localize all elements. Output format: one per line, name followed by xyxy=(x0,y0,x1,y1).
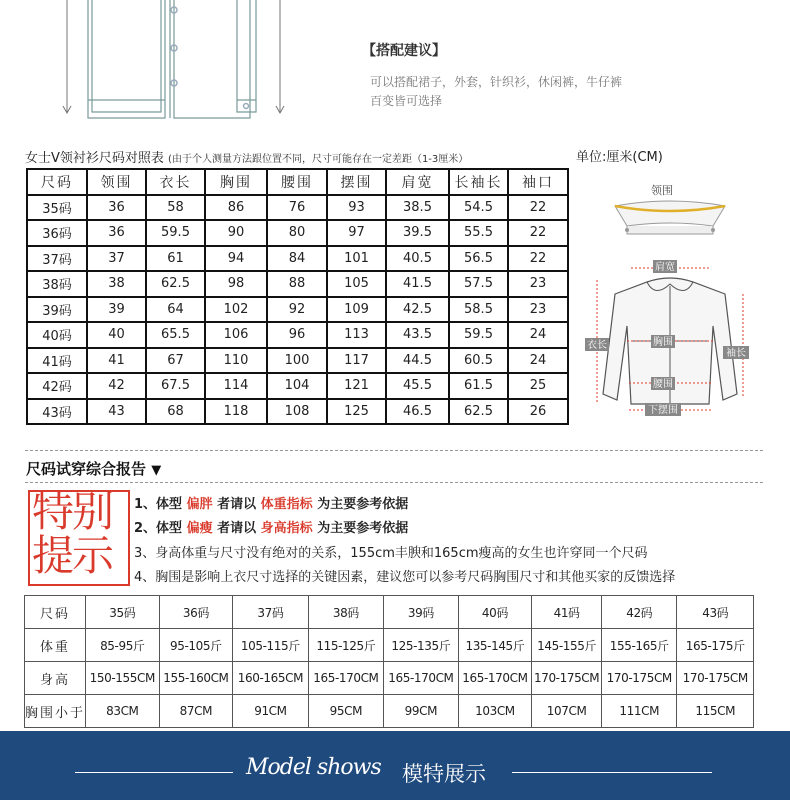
measurement-cell: 58.5 xyxy=(449,297,508,323)
rule-2-d: 身高指标 xyxy=(260,521,313,536)
measurement-cell: 55.5 xyxy=(449,220,508,246)
header-cell: 腰围 xyxy=(267,169,327,195)
measurement-cell: 62.5 xyxy=(146,271,205,297)
measurement-cell: 38 xyxy=(87,271,146,297)
fit-cell: 38码 xyxy=(308,596,383,629)
measurement-cell: 86 xyxy=(205,195,267,221)
measurement-cell: 80 xyxy=(267,220,327,246)
measurement-cell: 102 xyxy=(205,297,267,323)
fit-row-header: 胸围小于 xyxy=(25,695,86,728)
fit-cell: 145-155斤 xyxy=(532,629,602,662)
rule-2-e: 为主要参考依据 xyxy=(312,521,409,536)
fit-cell: 107CM xyxy=(532,695,602,728)
measurement-cell: 114 xyxy=(205,373,267,399)
measurement-cell: 24 xyxy=(508,322,568,348)
rule-1-c: 者请以 xyxy=(212,497,261,512)
fit-cell: 125-135斤 xyxy=(384,629,459,662)
measurement-cell: 41.5 xyxy=(386,271,449,297)
measurement-cell: 39.5 xyxy=(386,220,449,246)
fit-cell: 170-175CM xyxy=(677,662,754,695)
fit-cell: 105-115斤 xyxy=(233,629,308,662)
measurement-cell: 43 xyxy=(87,399,146,425)
rule-1 xyxy=(134,493,408,512)
measurement-cell: 22 xyxy=(508,246,568,272)
fit-cell: 135-145斤 xyxy=(458,629,532,662)
measurement-cell: 113 xyxy=(327,322,386,348)
header-cell: 胸围 xyxy=(205,169,267,195)
diagram-label-collar: 领围 xyxy=(651,184,673,197)
fit-cell: 37码 xyxy=(233,596,308,629)
diagram-label-length: 衣长 xyxy=(587,340,607,351)
measurement-cell: 38.5 xyxy=(386,195,449,221)
measurement-cell: 22 xyxy=(508,220,568,246)
fit-table-row xyxy=(25,695,754,728)
fit-table-row xyxy=(25,596,754,629)
measurement-cell: 76 xyxy=(267,195,327,221)
fit-cell: 165-170CM xyxy=(308,662,383,695)
banner-line-left xyxy=(75,772,233,773)
measurement-cell: 94 xyxy=(205,246,267,272)
measurement-cell: 96 xyxy=(267,322,327,348)
measurement-cell: 42.5 xyxy=(386,297,449,323)
measurement-cell: 39 xyxy=(87,297,146,323)
measurement-cell: 110 xyxy=(205,348,267,374)
measurement-cell: 67 xyxy=(146,348,205,374)
measurement-cell: 65.5 xyxy=(146,322,205,348)
size-cell: 36码 xyxy=(27,220,87,246)
rule-1-a: 1、体型 xyxy=(134,497,187,512)
size-cell: 38码 xyxy=(27,271,87,297)
size-cell: 37码 xyxy=(27,246,87,272)
fit-cell: 155-160CM xyxy=(159,662,233,695)
measurement-cell: 98 xyxy=(205,271,267,297)
fit-row-header: 体重 xyxy=(25,629,86,662)
size-chart-row xyxy=(27,322,568,348)
measurement-cell: 93 xyxy=(327,195,386,221)
measurement-cell: 42 xyxy=(87,373,146,399)
size-chart-row xyxy=(27,399,568,425)
measurement-cell: 61.5 xyxy=(449,373,508,399)
fit-table xyxy=(24,595,754,728)
measurement-cell: 24 xyxy=(508,348,568,374)
diagram-label-sleeve: 袖长 xyxy=(726,348,746,359)
measurement-cell: 22 xyxy=(508,195,568,221)
measurement-cell: 59.5 xyxy=(449,322,508,348)
measurement-cell: 84 xyxy=(267,246,327,272)
rule-2-c: 者请以 xyxy=(212,521,261,536)
garment-measurement-diagram xyxy=(585,176,755,426)
measurement-cell: 41 xyxy=(87,348,146,374)
measurement-cell: 60.5 xyxy=(449,348,508,374)
measurement-cell: 117 xyxy=(327,348,386,374)
fit-cell: 170-175CM xyxy=(602,662,677,695)
size-chart-row xyxy=(27,271,568,297)
measurement-cell: 40.5 xyxy=(386,246,449,272)
measurement-cell: 43.5 xyxy=(386,322,449,348)
measurement-cell: 97 xyxy=(327,220,386,246)
size-chart-title-text: 女士V领衬衫尺码对照表 xyxy=(25,151,164,166)
measurement-cell: 58 xyxy=(146,195,205,221)
measurement-cell: 61 xyxy=(146,246,205,272)
measurement-cell: 44.5 xyxy=(386,348,449,374)
measurement-cell: 46.5 xyxy=(386,399,449,425)
fit-cell: 42码 xyxy=(602,596,677,629)
section-divider-top xyxy=(25,450,763,451)
measurement-cell: 23 xyxy=(508,271,568,297)
measurement-cell: 105 xyxy=(327,271,386,297)
size-chart-title xyxy=(25,147,468,166)
measurement-cell: 88 xyxy=(267,271,327,297)
fit-cell: 165-170CM xyxy=(458,662,532,695)
fit-cell: 91CM xyxy=(233,695,308,728)
fit-cell: 165-175斤 xyxy=(677,629,754,662)
size-chart-row xyxy=(27,220,568,246)
special-notice-text: 特别提示 xyxy=(32,487,113,580)
fit-cell: 83CM xyxy=(86,695,160,728)
measurement-cell: 106 xyxy=(205,322,267,348)
triangle-down-icon: ▼ xyxy=(151,463,162,478)
size-cell: 43码 xyxy=(27,399,87,425)
banner-script-text: Model shows xyxy=(246,755,381,780)
shirt-sketch-top xyxy=(40,0,290,125)
size-chart-body xyxy=(27,195,568,425)
rule-2-a: 2、体型 xyxy=(134,521,187,536)
measurement-cell: 57.5 xyxy=(449,271,508,297)
header-cell: 长袖长 xyxy=(449,169,508,195)
rule-3: 3、身高体重与尺寸没有绝对的关系，155cm丰腴和165cm瘦高的女生也许穿同一个尺码 xyxy=(134,546,648,561)
measurement-cell: 125 xyxy=(327,399,386,425)
fit-cell: 103CM xyxy=(458,695,532,728)
collar-illustration xyxy=(615,183,725,234)
fit-row-header: 身高 xyxy=(25,662,86,695)
fit-cell: 43码 xyxy=(677,596,754,629)
fit-cell: 40码 xyxy=(458,596,532,629)
size-chart-row xyxy=(27,246,568,272)
measurement-cell: 109 xyxy=(327,297,386,323)
rule-4: 4、胸围是影响上衣尺寸选择的关键因素，建议您可以参考尺码胸围尺寸和其他买家的反馈选择 xyxy=(134,570,676,585)
fit-cell: 85-95斤 xyxy=(86,629,160,662)
fit-cell: 160-165CM xyxy=(233,662,308,695)
fit-cell: 95CM xyxy=(308,695,383,728)
size-cell: 39码 xyxy=(27,297,87,323)
size-cell: 42码 xyxy=(27,373,87,399)
measurement-cell: 40 xyxy=(87,322,146,348)
fit-cell: 41码 xyxy=(532,596,602,629)
size-chart-row xyxy=(27,195,568,221)
measurement-cell: 67.5 xyxy=(146,373,205,399)
size-cell: 40码 xyxy=(27,322,87,348)
diagram-label-hem: 下摆围 xyxy=(648,405,678,416)
measurement-cell: 121 xyxy=(327,373,386,399)
fit-cell: 170-175CM xyxy=(532,662,602,695)
diagram-label-shoulder: 肩宽 xyxy=(655,262,675,273)
fit-table-row xyxy=(25,629,754,662)
rule-1-d: 体重指标 xyxy=(260,497,313,512)
size-chart-row xyxy=(27,297,568,323)
size-chart-note: (由于个人测量方法跟位置不同，尺寸可能存在一定差距（1-3厘米） xyxy=(168,154,469,165)
size-chart-unit: 单位:厘米(CM) xyxy=(576,150,663,165)
fit-cell: 95-105斤 xyxy=(159,629,233,662)
measurement-cell: 108 xyxy=(267,399,327,425)
size-chart-row xyxy=(27,348,568,374)
fit-cell: 115-125斤 xyxy=(308,629,383,662)
size-cell: 35码 xyxy=(27,195,87,221)
report-title xyxy=(26,458,161,479)
fit-row-header: 尺码 xyxy=(25,596,86,629)
fit-cell: 150-155CM xyxy=(86,662,160,695)
advice-title: 【搭配建议】 xyxy=(362,43,446,59)
diagram-label-waist: 腰围 xyxy=(653,379,673,390)
banner-line-right xyxy=(512,772,712,773)
header-cell: 领围 xyxy=(87,169,146,195)
measurement-cell: 92 xyxy=(267,297,327,323)
fit-cell: 35码 xyxy=(86,596,160,629)
size-chart-table xyxy=(26,168,569,425)
size-cell: 41码 xyxy=(27,348,87,374)
measurement-cell: 104 xyxy=(267,373,327,399)
fit-cell: 111CM xyxy=(602,695,677,728)
header-cell: 肩宽 xyxy=(386,169,449,195)
header-cell: 摆围 xyxy=(327,169,386,195)
measurement-cell: 26 xyxy=(508,399,568,425)
measurement-cell: 23 xyxy=(508,297,568,323)
size-chart-header-row xyxy=(27,169,568,195)
fit-table-row xyxy=(25,662,754,695)
rule-2 xyxy=(134,517,408,536)
measurement-cell: 45.5 xyxy=(386,373,449,399)
model-show-banner xyxy=(0,731,790,800)
measurement-cell: 59.5 xyxy=(146,220,205,246)
rule-2-b: 偏瘦 xyxy=(186,521,213,536)
measurement-cell: 68 xyxy=(146,399,205,425)
measurement-cell: 62.5 xyxy=(449,399,508,425)
measurement-cell: 36 xyxy=(87,220,146,246)
report-title-text: 尺码试穿综合报告 xyxy=(26,460,147,478)
measurement-cell: 56.5 xyxy=(449,246,508,272)
measurement-cell: 90 xyxy=(205,220,267,246)
header-cell: 尺码 xyxy=(27,169,87,195)
rule-1-b: 偏胖 xyxy=(186,497,213,512)
fit-cell: 87CM xyxy=(159,695,233,728)
fit-cell: 39码 xyxy=(384,596,459,629)
fit-cell: 115CM xyxy=(677,695,754,728)
measurement-cell: 36 xyxy=(87,195,146,221)
advice-line-1: 可以搭配裙子，外套，针织衫，休闲裤，牛仔裤 xyxy=(370,75,623,89)
fit-table-body xyxy=(25,596,754,728)
header-cell: 衣长 xyxy=(146,169,205,195)
rule-1-e: 为主要参考依据 xyxy=(312,497,409,512)
fit-cell: 165-170CM xyxy=(384,662,459,695)
measurement-cell: 101 xyxy=(327,246,386,272)
measurement-cell: 118 xyxy=(205,399,267,425)
size-chart-row xyxy=(27,373,568,399)
fit-cell: 155-165斤 xyxy=(602,629,677,662)
measurement-cell: 37 xyxy=(87,246,146,272)
section-divider-bottom xyxy=(25,482,763,483)
measurement-cell: 25 xyxy=(508,373,568,399)
fit-cell: 36码 xyxy=(159,596,233,629)
measurement-cell: 100 xyxy=(267,348,327,374)
measurement-cell: 64 xyxy=(146,297,205,323)
diagram-label-chest: 胸围 xyxy=(653,337,673,348)
banner-title: 模特展示 xyxy=(402,762,486,786)
measurement-cell: 54.5 xyxy=(449,195,508,221)
advice-line-2: 百变皆可选择 xyxy=(370,94,443,108)
fit-cell: 99CM xyxy=(384,695,459,728)
header-cell: 袖口 xyxy=(508,169,568,195)
